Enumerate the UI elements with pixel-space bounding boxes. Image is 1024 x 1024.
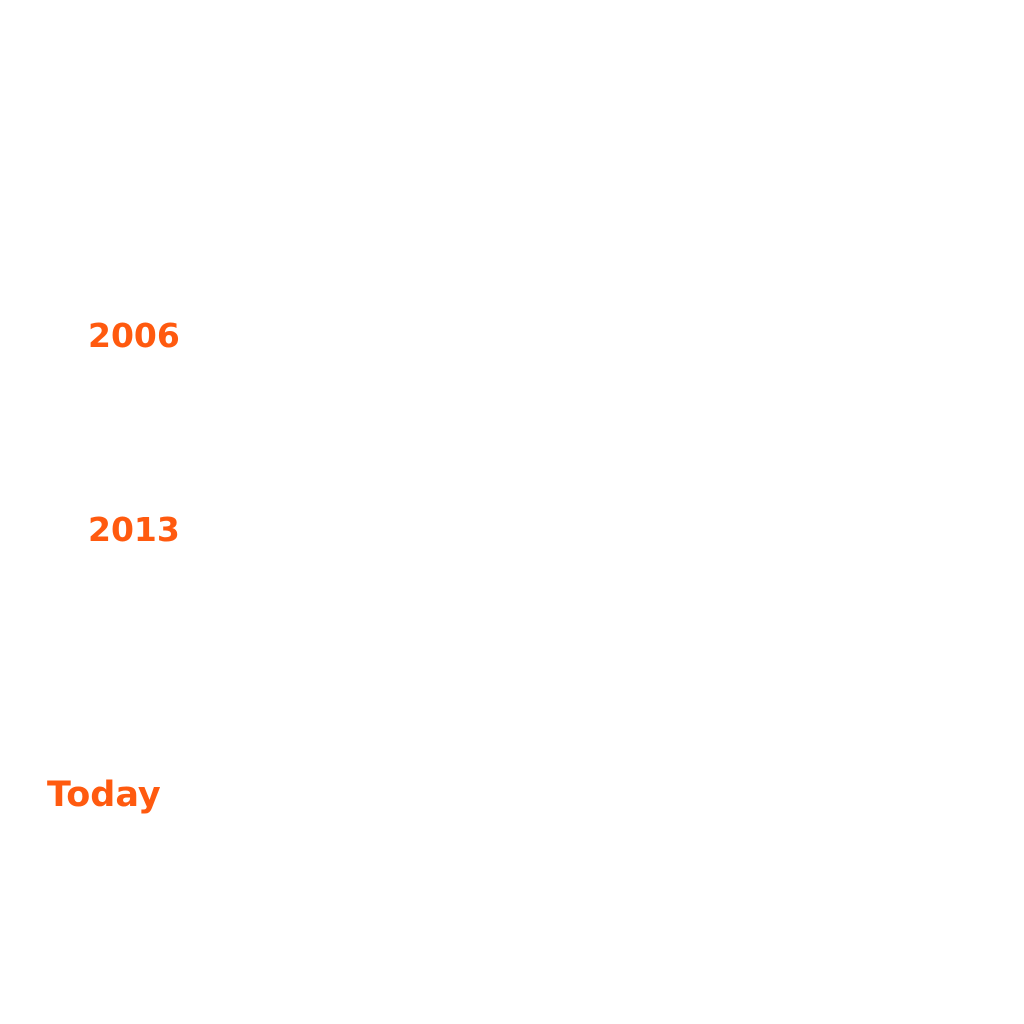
timeline-label-today: Today [47,775,161,815]
timeline-year-2006: 2006 [88,316,180,355]
timeline-year-2013: 2013 [88,510,180,549]
